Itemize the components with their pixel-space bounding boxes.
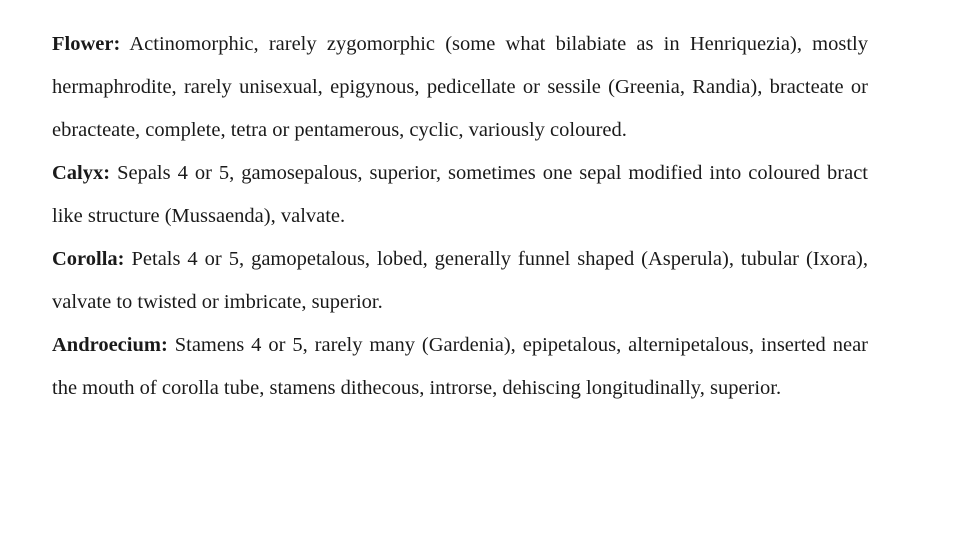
term-calyx: Calyx: xyxy=(52,162,111,184)
description-flower: Actinomorphic, rarely zygomorphic (some what bilabiate as in Henriquezia), mostly hermaphrodite, rarely unisexual, epigynous, pedicellate or sessile (Greenia, Randia), bracteate or ebracteate, complete, tetra or pentamerous, cyclic, variously coloured. xyxy=(52,33,868,141)
paragraph-flower xyxy=(52,23,868,152)
paragraph-corolla xyxy=(52,238,868,324)
description-androecium: Stamens 4 or 5, rarely many (Gardenia), epipetalous, alternipetalous, inserted near the mouth of corolla tube, stamens dithecous, introrse, dehiscing longitudinally, superior. xyxy=(52,334,868,399)
paragraph-calyx xyxy=(52,152,868,238)
term-corolla: Corolla: xyxy=(52,248,125,270)
description-corolla: Petals 4 or 5, gamopetalous, lobed, generally funnel shaped (Asperula), tubular (Ixora), valvate to twisted or imbricate, superior. xyxy=(52,248,868,313)
term-flower: Flower: xyxy=(52,33,121,55)
description-calyx: Sepals 4 or 5, gamosepalous, superior, sometimes one sepal modified into coloured bract like structure (Mussaenda), valvate. xyxy=(52,162,868,227)
slide-content xyxy=(52,23,868,410)
paragraph-androecium xyxy=(52,324,868,410)
term-androecium: Androecium: xyxy=(52,334,168,356)
